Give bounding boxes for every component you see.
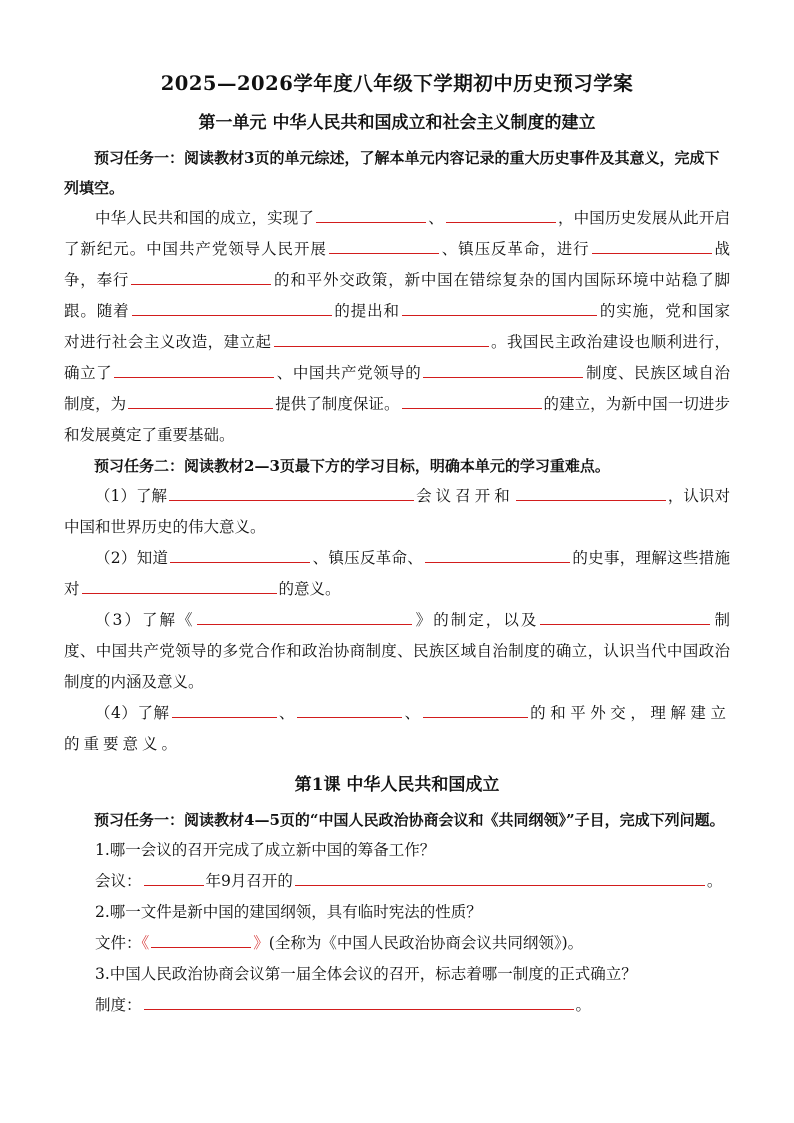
- answer-note: (全称为《中国人民政治协商会议共同纲领》)。: [268, 934, 584, 952]
- answer-text: 。: [706, 872, 723, 890]
- answer-prefix: 制度：: [95, 996, 142, 1014]
- summary-text: 的实施，党和国家对进行社会主义改造，建立起: [64, 302, 730, 351]
- fill-blank[interactable]: [316, 204, 426, 223]
- answer-2: [64, 928, 730, 959]
- goal-text: 的意义。: [278, 580, 341, 598]
- goal-text: （3）了解《: [95, 611, 195, 629]
- goal-text: ，认识对中国和世界历史的伟大意义。: [64, 487, 730, 536]
- goal-3: [64, 605, 730, 698]
- question-2: 2.哪一文件是新中国的建国纲领，具有临时宪法的性质？: [95, 903, 482, 921]
- summary-text: 、中国共产党领导的: [276, 364, 422, 382]
- goal-text: 的史事，理解这些措施对: [64, 549, 730, 598]
- lesson-task-1-label: 预习任务一：阅读教材4—5页的“中国人民政治协商会议和《共同纲领》”子目，完成下列问题。: [94, 811, 725, 829]
- goal-text: 、: [278, 704, 296, 722]
- answer-prefix: 文件：: [95, 934, 142, 952]
- fill-blank[interactable]: [425, 544, 570, 563]
- fill-blank[interactable]: [172, 699, 277, 718]
- summary-text: 战争，奉行: [64, 240, 730, 289]
- goal-1: [64, 481, 730, 543]
- fill-blank[interactable]: [128, 390, 273, 409]
- answer-text: 。: [575, 996, 592, 1014]
- answer-text: 年9月召开的: [205, 872, 293, 890]
- summary-text: 制度、民族区域自治制度，为: [64, 364, 730, 413]
- fill-blank[interactable]: [592, 235, 712, 254]
- fill-blank[interactable]: [197, 606, 412, 625]
- fill-blank[interactable]: [402, 297, 597, 316]
- fill-blank[interactable]: [446, 204, 556, 223]
- summary-text: 的和平外交政策，新中国在错综复杂的国内国际环境中站稳了脚跟。随着: [64, 271, 730, 320]
- summary-text: ，中国历史发展从此开启了新纪元。中国共产党领导人民开展: [64, 209, 730, 258]
- summary-text: 。我国民主政治建设也顺利进行，确立了: [64, 333, 730, 382]
- summary-text: 提供了制度保证。: [275, 395, 400, 413]
- goal-text: 的和平外交，理解建立的重要意义。: [64, 704, 730, 753]
- fill-blank[interactable]: [423, 359, 583, 378]
- fill-blank[interactable]: [114, 359, 274, 378]
- summary-text: 中华人民共和国的成立，实现了: [95, 209, 315, 227]
- answer-open-bracket: 《: [141, 934, 150, 952]
- goal-text: 制度、中国共产党领导的多党合作和政治协商制度、民族区域自治制度的确立，认识当代中国政治制度的内涵及意义。: [64, 611, 730, 691]
- summary-text: 、: [428, 209, 444, 227]
- fill-blank[interactable]: [144, 991, 574, 1010]
- fill-blank[interactable]: [540, 606, 710, 625]
- summary-text: 、镇压反革命，进行: [440, 240, 590, 258]
- unit-task-2-label: 预习任务二：阅读教材2—3页最下方的学习目标，明确本单元的学习重难点。: [94, 457, 610, 475]
- answer-3: [64, 990, 730, 1021]
- fill-blank[interactable]: [132, 297, 332, 316]
- answer-close-bracket: 》: [253, 934, 269, 952]
- fill-blank[interactable]: [170, 544, 310, 563]
- unit-task-1-label: 预习任务一：阅读教材3页的单元综述，了解本单元内容记录的重大历史事件及其意义，完成下列填空。: [64, 149, 720, 197]
- goal-4: [64, 698, 730, 760]
- goal-text: （2）知道: [95, 549, 169, 567]
- answer-1: [64, 866, 730, 897]
- goal-text: 、: [404, 704, 421, 722]
- fill-blank[interactable]: [297, 699, 402, 718]
- unit-summary-paragraph: [64, 203, 730, 451]
- summary-text: 的提出和: [333, 302, 400, 320]
- fill-blank[interactable]: [402, 390, 542, 409]
- fill-blank[interactable]: [516, 482, 666, 501]
- fill-blank[interactable]: [274, 328, 489, 347]
- fill-blank[interactable]: [169, 482, 414, 501]
- goal-2: [64, 543, 730, 605]
- unit-title: 第一单元 中华人民共和国成立和社会主义制度的建立: [198, 113, 596, 133]
- goal-text: 、镇压反革命、: [312, 549, 424, 567]
- goal-text: （1）了解: [95, 487, 168, 505]
- goal-text: 》的制定，以及: [413, 611, 539, 629]
- goal-text: （4）了解: [95, 704, 170, 722]
- fill-blank[interactable]: [131, 266, 271, 285]
- fill-blank[interactable]: [82, 575, 277, 594]
- fill-blank[interactable]: [423, 699, 528, 718]
- goal-text: 会议召开和: [416, 487, 514, 505]
- lesson-title: 第1课 中华人民共和国成立: [294, 775, 500, 795]
- page-title: 2025—2026学年度八年级下学期初中历史预习学案: [160, 72, 634, 95]
- summary-text: 的建立，为新中国一切进步和发展奠定了重要基础。: [64, 395, 730, 444]
- fill-blank[interactable]: [329, 235, 439, 254]
- fill-blank[interactable]: [295, 867, 705, 886]
- answer-prefix: 会议：: [95, 872, 142, 890]
- question-3: 3.中国人民政治协商会议第一届全体会议的召开，标志着哪一制度的正式确立？: [95, 965, 637, 983]
- fill-blank[interactable]: [151, 929, 251, 948]
- question-1: 1.哪一会议的召开完成了成立新中国的筹备工作？: [95, 841, 436, 859]
- fill-blank-year[interactable]: [144, 867, 204, 886]
